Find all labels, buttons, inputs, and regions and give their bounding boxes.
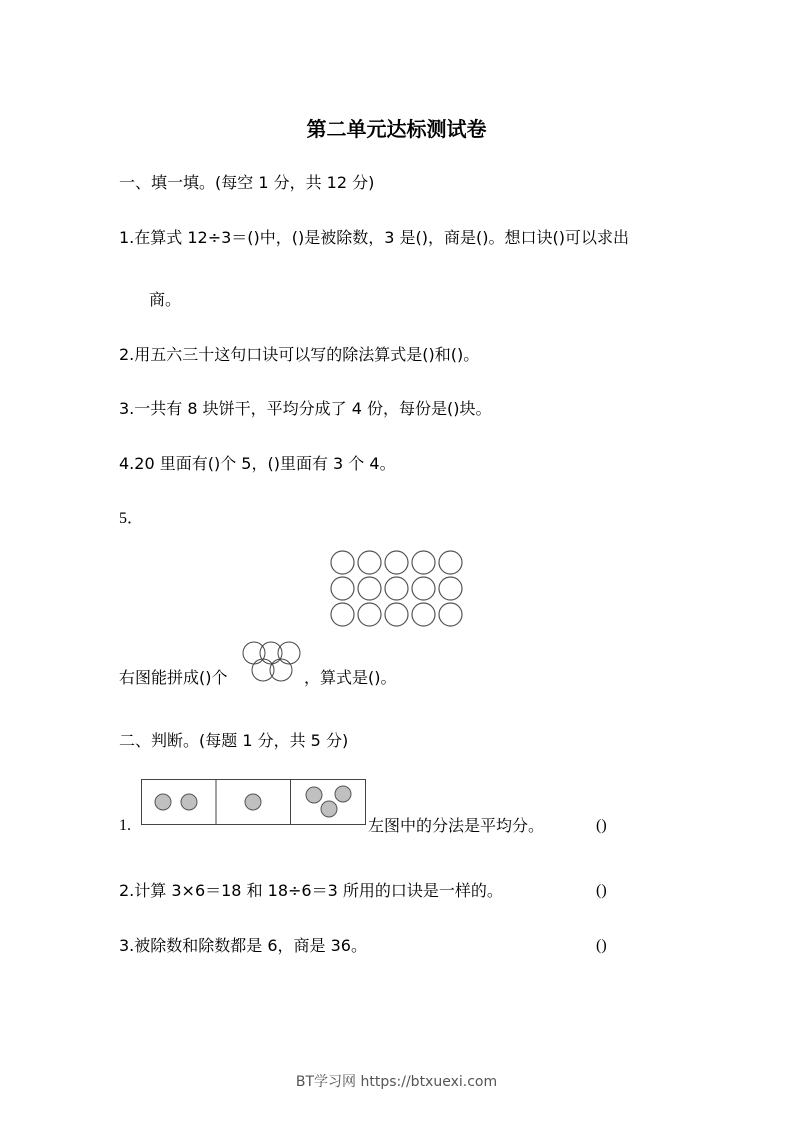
- question-2-3-text: 3.被除数和除数都是 6，商是 36。: [119, 936, 367, 955]
- question-1-5-text-after: ，算式是()。: [304, 668, 397, 687]
- footer-watermark: BT学习网 https://btxuexi.com: [295, 1074, 498, 1090]
- question-1-5-text-before: 右图能拼成()个: [119, 668, 228, 687]
- division-box-figure: [141, 779, 367, 826]
- question-2-1-answer-blank[interactable]: (): [596, 817, 607, 834]
- question-1-5-label: 5．: [119, 510, 144, 527]
- circle-grid-figure: [330, 550, 466, 630]
- page-title: 第二单元达标测试卷: [306, 117, 487, 141]
- question-1-1-line1: 1.在算式 12÷3＝()中，()是被除数，3 是()，商是()。想口诀()可以求出: [119, 228, 629, 247]
- question-2-3-answer-blank[interactable]: (): [596, 937, 607, 954]
- question-2-1-text: 左图中的分法是平均分。: [368, 816, 545, 835]
- question-1-4: 4.20 里面有()个 5，()里面有 3 个 4。: [119, 454, 396, 473]
- section2-heading: 二、判断。(每题 1 分，共 5 分): [119, 731, 349, 750]
- question-2-1-label: 1.: [119, 817, 131, 834]
- question-1-2: 2.用五六三十这句口诀可以写的除法算式是()和()。: [119, 345, 480, 364]
- five-rings-icon: [242, 641, 304, 685]
- section1-heading: 一、填一填。(每空 1 分，共 12 分): [119, 173, 375, 192]
- question-2-2-answer-blank[interactable]: (): [596, 882, 607, 899]
- question-2-2-text: 2.计算 3×6＝18 和 18÷6＝3 所用的口诀是一样的。: [119, 881, 503, 900]
- question-1-3: 3.一共有 8 块饼干，平均分成了 4 份，每份是()块。: [119, 399, 492, 418]
- question-1-1-line2: 商。: [149, 290, 182, 309]
